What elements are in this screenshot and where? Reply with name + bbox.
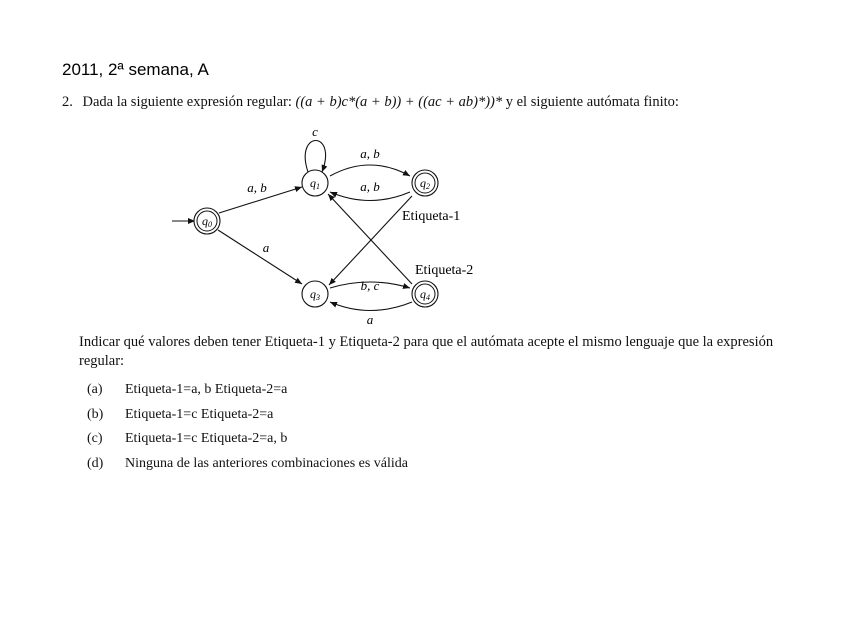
edge-q4-q1 [328,194,412,284]
label-q3-q4: b, c [360,278,380,293]
state-q3 [302,281,328,307]
option-d [87,456,408,481]
option-letter: (d) [87,455,104,471]
option-letter: (b) [87,406,104,422]
state-q2 [412,170,438,196]
label-loop-q1: c [312,124,318,139]
option-letter: (a) [87,382,103,397]
label-q1-q2-bottom: a, b [360,179,380,194]
regular-expression: ((a + b)c*(a + b)) + ((ac + ab)*))* [295,94,503,110]
option-c [87,431,408,456]
state-q4 [412,281,438,307]
svg-text:q3: q3 [310,287,320,302]
question-stem: Indicar qué valores deben tener Etiqueta-1 y Etiqueta-2 para que el autómata acepte el mismo lenguaje que la expresión regular: [79,334,774,369]
automaton-diagram [160,124,490,329]
loop-q1 [305,141,325,173]
label-etiqueta-2: Etiqueta-2 [415,263,474,278]
section-heading: 2011, 2ª semana, A [62,60,209,79]
edge-q1-q2-top [330,165,410,176]
option-text: Ninguna de las anteriores combinaciones es válida [125,455,409,471]
edge-q0-q3 [218,230,302,284]
answer-options [87,382,408,480]
question-text-before: Dada la siguiente expresión regular: [82,94,292,110]
svg-text:q2: q2 [420,176,430,191]
option-text: Etiqueta-1=c Etiqueta-2=a, b [125,431,288,446]
option-letter: (c) [87,431,103,446]
option-b [87,407,408,432]
label-q4-q3: a [366,312,374,327]
option-text: Etiqueta-1=c Etiqueta-2=a [125,406,274,422]
svg-text:q4: q4 [420,287,430,302]
question-text-after: y el siguiente autómata finito: [505,94,679,110]
state-q0 [194,208,220,234]
edge-q2-q3 [329,196,412,285]
state-q1 [302,170,328,196]
label-etiqueta-1: Etiqueta-1 [402,209,461,224]
question-line [62,94,679,111]
question-number: 2. [62,94,73,110]
label-q0-q3: a [262,240,270,255]
svg-text:q1: q1 [310,176,320,191]
svg-text:q0: q0 [202,214,212,229]
label-q1-q2-top: a, b [360,146,380,161]
edge-q4-q3 [330,302,412,311]
option-a [87,382,408,407]
label-q0-q1: a, b [247,180,267,195]
option-text: Etiqueta-1=a, b Etiqueta-2=a [125,382,288,397]
